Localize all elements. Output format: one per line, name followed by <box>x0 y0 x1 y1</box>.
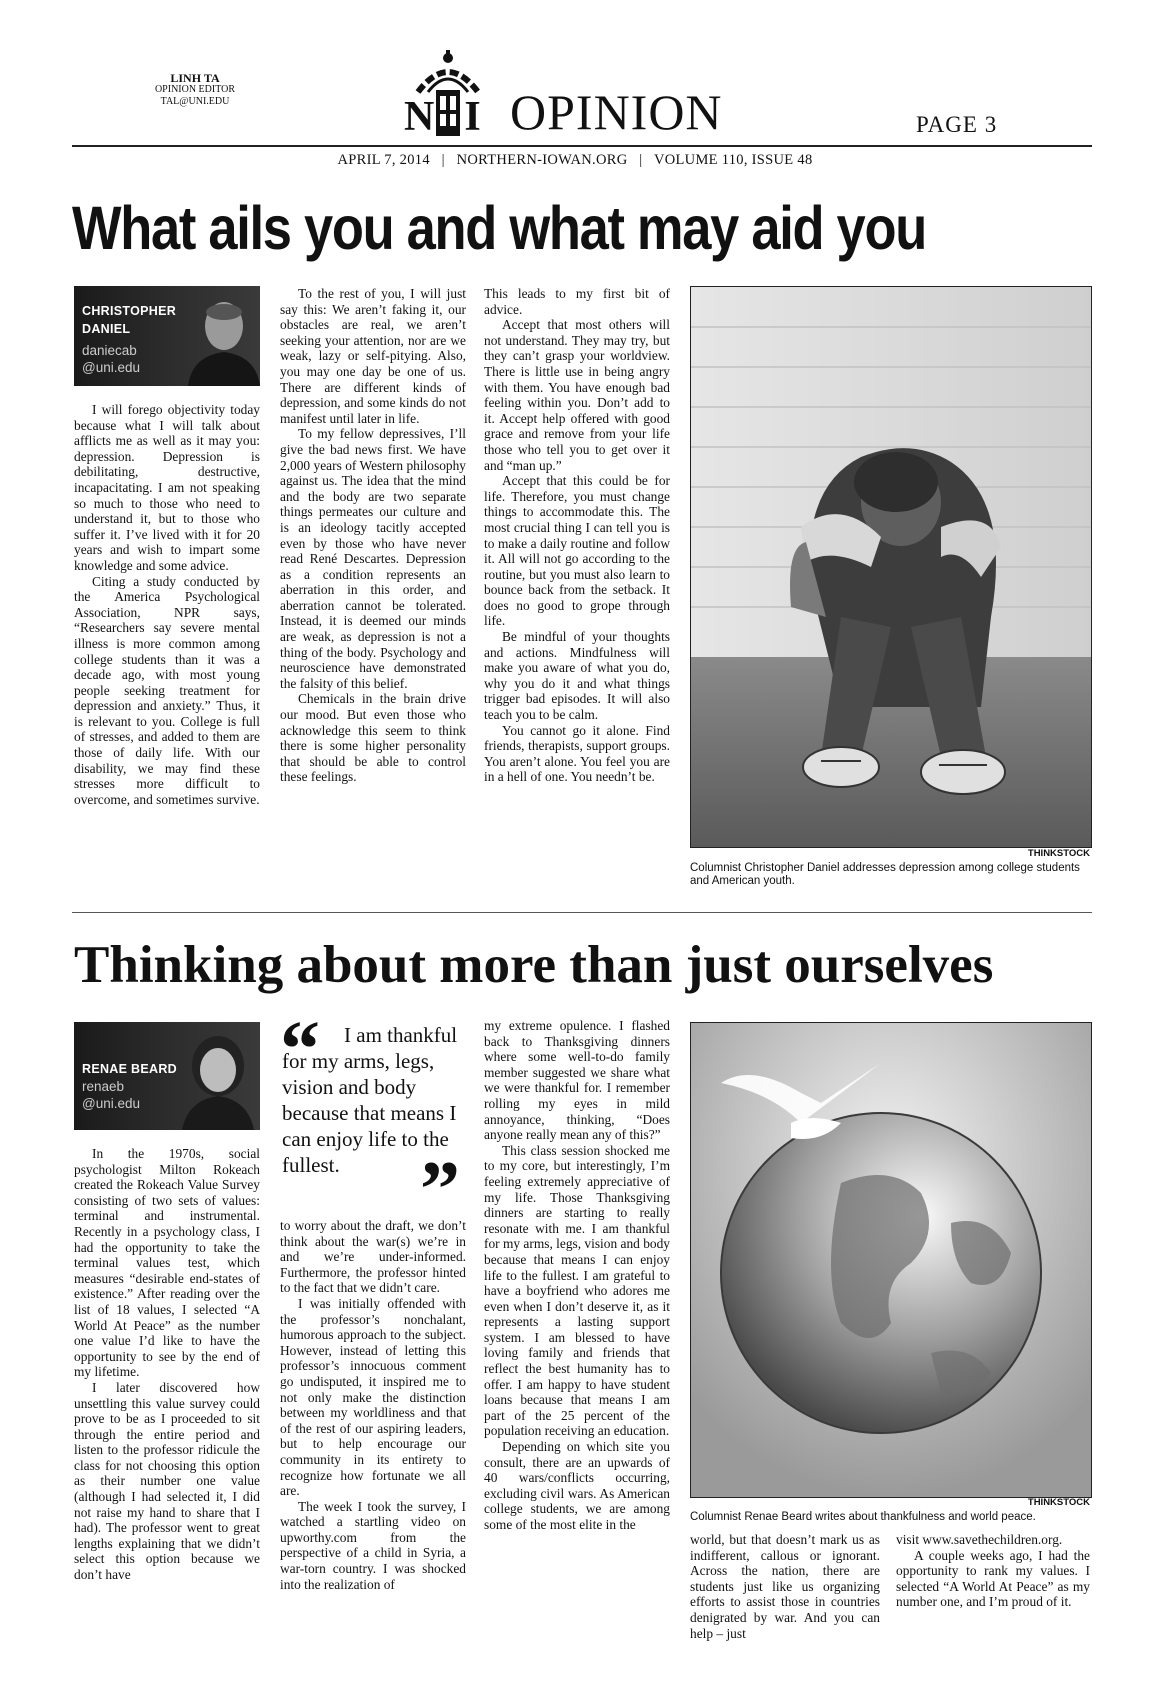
paragraph: Accept that this could be for life. Therefore, you must change things to accommodate this. The most crucial thing I can tell you is to make a daily routine and follow it. All will not go according to the routine, but you must also learn to bounce back from the setback. It does no good to grope through life. <box>484 473 670 629</box>
open-quote-mark: “ <box>280 1006 320 1094</box>
article1-column-3 <box>484 286 670 785</box>
author-username: renaeb <box>82 1079 125 1094</box>
article1-column-1 <box>74 402 260 807</box>
article2-caption: Columnist Renae Beard writes about thankfulness and world peace. <box>690 1511 1036 1523</box>
paragraph: Chemicals in the brain drive our mood. But even those who acknowledge this seem to think there is some higher personality that should be able to control these feelings. <box>280 691 466 785</box>
editor-info <box>120 72 270 108</box>
paragraph: I was initially offended with the professor’s nonchalant, humorous approach to the subject. However, instead of letting this professor’s innocuous comment go undisputed, it inspired me to not only make the distinction between my worldliness and that of the rest of our aspiring leaders, but to help encourage our community in its entirety to recognize how fortunate we all are. <box>280 1295 466 1499</box>
paragraph: A couple weeks ago, I had the opportunity to rank my values. I selected “A World At Peace” as my number one, and I’m proud of it. <box>896 1547 1090 1610</box>
paragraph: I later discovered how unsettling this value survey could prove to be as I proceeded to sit through the entire period and listen to the professor ridicule the class for not choosing this option as their number one value (although I had selected it, I did not raise my hand to share that I had). The professor went to great lengths explaining that we didn’t select this option because we don’t have <box>74 1379 260 1583</box>
globe-dove-illustration <box>691 1023 1091 1497</box>
paragraph: visit www.savethechildren.org. <box>896 1532 1063 1547</box>
paragraph: The week I took the survey, I watched a startling video on upworthy.com from the perspective of a child in Syria, a war-torn country. I was shocked into the realization of <box>280 1498 466 1592</box>
paragraph: To my fellow depressives, I’ll give the bad news first. We have 2,000 years of Western philosophy against us. The idea that the mind and the body are two separate things permeates our culture and is an ideology tacitly accepted even by those who have never read René Descartes. Depression as a condition represents an aberration in this order, and aberration cannot be tolerated. Instead, it is deemed our minds are weak, as depression is not a thing of the body. Psychology and neuroscience have demonstrated the falsity of this belief. <box>280 426 466 691</box>
article1-caption: Columnist Christopher Daniel addresses depression among college students and American youth. <box>690 862 1080 887</box>
editor-title: OPINION EDITOR <box>154 84 236 95</box>
article2-column-1 <box>74 1146 260 1583</box>
author-domain: @uni.edu <box>82 360 140 375</box>
paragraph: I will forego objectivity today because what I will talk about afflicts me as well as it may you: depression. Depression is debilitating, destructive, incapacitating. I am not speaking so much to those who need to understand it, but to those who suffer it. I’ve lived with it for 20 years and wish to impart some knowledge and some advice. <box>74 402 260 573</box>
article2-column-5 <box>896 1532 1090 1610</box>
author-name: RENAE BEARD <box>82 1062 177 1076</box>
paragraph: my extreme opulence. I flashed back to Thanksgiving dinners where some well-to-do family member suggested we share what we were thankful for. I remember rolling my eyes in mild annoyance, thinking, “Does anyone really mean any of this?” <box>484 1018 670 1143</box>
page-number: PAGE 3 <box>916 112 998 137</box>
author-photo <box>174 1022 260 1130</box>
article1-headline: What ails you and what may aid you <box>72 194 926 262</box>
paragraph: This leads to my first bit of advice. <box>484 286 670 317</box>
editor-name: LINH TA <box>170 71 220 85</box>
close-quote-mark: ” <box>420 1146 460 1234</box>
article2-column-4 <box>690 1532 880 1641</box>
article1-photo-credit: THINKSTOCK <box>1027 848 1090 859</box>
article1-byline <box>74 286 260 386</box>
paragraph: to worry about the draft, we don’t think about the war(s) we’re in and we’re under-informed. Furthermore, the professor hinted to the fact that we didn’t care. <box>280 1218 466 1296</box>
sad-teen-illustration <box>691 287 1091 847</box>
author-last-name: DANIEL <box>82 322 131 336</box>
paragraph: This class session shocked me to my core, but interestingly, I’m feeling extremely appreciative of my life. Those Thanksgiving dinners are starting to really resonate with me. I am thankful for my arms, legs, vision and body because that means I can enjoy life to the fullest. I am grateful to have a boyfriend who adores me even when I don’t deserve it, as it represents a lasting support system. I am blessed to have loving family and friends that reflect the best humanity has to offer. I am happy to have student loans because that means I am part of the 25 percent of the population receiving an education. <box>484 1142 670 1439</box>
uni-logo <box>400 48 511 140</box>
article2-column-3 <box>484 1018 670 1533</box>
masthead-rule <box>72 145 1092 147</box>
section-title: OPINION <box>510 84 723 140</box>
author-first-name: CHRISTOPHER <box>82 304 177 318</box>
author-username: daniecab <box>82 343 137 358</box>
article2-headline: Thinking about more than just ourselves <box>74 936 994 994</box>
paragraph: Citing a study conducted by the America Psychological Association, NPR says, “Researchers say severe mental illness is more common among college students than it was a decade ago, with most young people seeking treatment for depression and anxiety.” Thus, it is relevant to you. College is full of stresses, and added to them are those of daily life. With our disability, we may find these stresses more difficult to overcome, and sometimes survive. <box>74 573 260 807</box>
paragraph: In the 1970s, social psychologist Milton Rokeach created the Rokeach Value Survey consisting of two sets of values: terminal and instrumental. Recently in a psychology class, I had the opportunity to take the terminal values test, which measures “desirable end-states of existence.” After reading over the list of 18 values, I selected “A World At Peace” as the number one value I’d like to have the opportunity to see by the end of my lifetime. <box>74 1146 260 1380</box>
article2-photo-credit: THINKSTOCK <box>1027 1497 1090 1508</box>
logo-letters: NI <box>404 94 511 140</box>
article2-byline <box>74 1022 260 1130</box>
paragraph: You cannot go it alone. Find friends, therapists, support groups. You aren’t alone. You feel you are in a hell of one. You needn’t be. <box>484 722 670 785</box>
article2-column-2 <box>280 1218 466 1592</box>
editor-email[interactable]: TAL@UNI.EDU <box>160 96 230 107</box>
paragraph: To the rest of you, I will just say this: We aren’t faking it, our obstacles are real, we aren’t seeking your attention, nor are we weak, lazy or self-pitying. Also, you may one day be one of us. There are different kinds of depression, and some kinds do not manifest until later in life. <box>280 286 466 426</box>
paragraph: Depending on which site you consult, there are an upwards of 40 wars/conflicts occurring, excluding civil wars. As American college students, we are among some of the most elite in the <box>484 1439 670 1532</box>
article2-photo <box>690 1022 1092 1498</box>
paragraph: world, but that doesn’t mark us as indifferent, callous or ignorant. Across the nation, there are students just like us organizing efforts to assist those in countries denigrated by war. And you can help – just <box>690 1532 880 1641</box>
section-divider <box>72 912 1092 913</box>
dateline: APRIL 7, 2014 | NORTHERN-IOWAN.ORG | VOLUME 110, ISSUE 48 <box>337 152 813 168</box>
paragraph: Accept that most others will not understand. They may try, but they can’t grasp your worldview. There is little use in being angry with them. You have enough bad feeling within you. Don’t add to it. Accept help offered with good grace and remove from your life those who tell you to get over it and “man up.” <box>484 317 670 473</box>
author-photo <box>182 286 260 386</box>
paragraph: Be mindful of your thoughts and actions. Mindfulness will make you aware of what you do, why you do it and what things trigger bad episodes. It will also teach you to be calm. <box>484 629 670 723</box>
article1-photo <box>690 286 1092 848</box>
article1-column-2 <box>280 286 466 785</box>
author-domain: @uni.edu <box>82 1096 140 1111</box>
pull-quote-text: I am thankful for my arms, legs, vision and body because that means I can enjoy life to the fullest. <box>282 1023 458 1177</box>
